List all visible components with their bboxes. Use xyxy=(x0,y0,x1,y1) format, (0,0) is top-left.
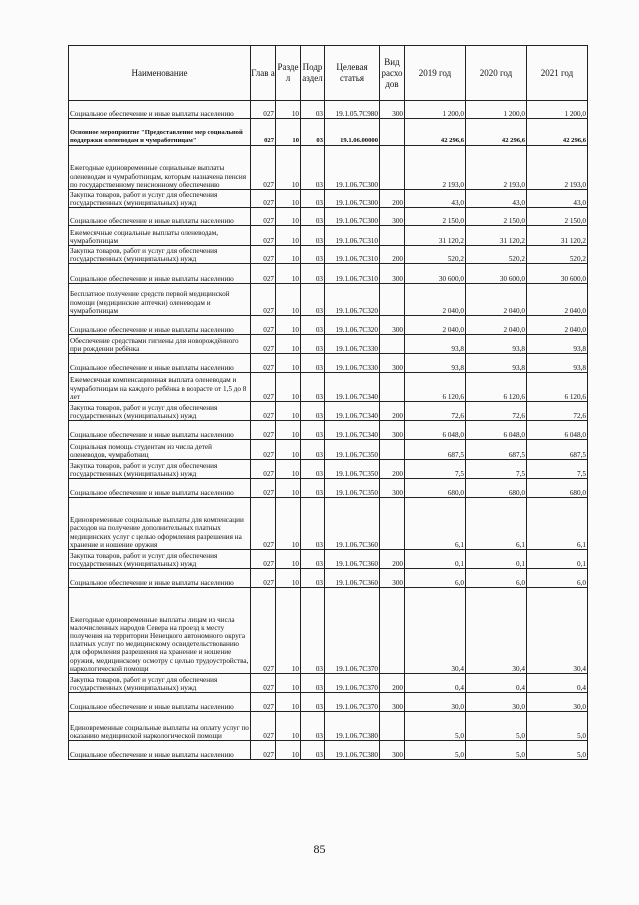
table-row xyxy=(69,226,588,246)
cell-2020: 7,5 xyxy=(466,460,527,479)
header-target: Целевая статья xyxy=(325,46,380,101)
cell-kind xyxy=(380,226,405,246)
cell-name: Социальная помощь студентам из числа детей оленеводов, чумработниц xyxy=(69,440,251,460)
cell-subsection: 03 xyxy=(301,373,325,402)
cell-kind xyxy=(380,119,405,146)
cell-kind: 300 xyxy=(380,354,405,373)
cell-target: 19.1.06.7С300 xyxy=(325,146,380,190)
cell-name: Бесплатное получение средств первой медицинской помощи (медицинские аптечки) оленеводам и чумработницам xyxy=(69,284,251,316)
cell-2019: 0,4 xyxy=(405,674,466,693)
cell-section: 10 xyxy=(276,440,301,460)
header-chapter: Глав а xyxy=(251,46,276,101)
cell-2021: 2 193,0 xyxy=(527,146,588,190)
cell-subsection: 03 xyxy=(301,498,325,550)
cell-target: 19.1.06.7С370 xyxy=(325,674,380,693)
cell-target: 19.1.06.7С320 xyxy=(325,316,380,335)
cell-2020: 2 040,0 xyxy=(466,316,527,335)
table-row xyxy=(69,101,588,119)
cell-2019: 42 296,6 xyxy=(405,119,466,146)
cell-subsection: 03 xyxy=(301,741,325,760)
header-kind: Вид расхо дов xyxy=(380,46,405,101)
cell-section: 10 xyxy=(276,550,301,569)
cell-2020: 93,8 xyxy=(466,354,527,373)
cell-2019: 6,1 xyxy=(405,498,466,550)
table-row xyxy=(69,460,588,479)
cell-2021: 72,6 xyxy=(527,402,588,421)
cell-kind xyxy=(380,335,405,354)
cell-2021: 6,1 xyxy=(527,498,588,550)
cell-target: 19.1.06.7С380 xyxy=(325,712,380,741)
cell-section: 10 xyxy=(276,246,301,264)
cell-chapter: 027 xyxy=(251,588,276,674)
cell-name: Закупка товаров, работ и услуг для обеспечения государственных (муниципальных) нужд xyxy=(69,460,251,479)
cell-section: 10 xyxy=(276,354,301,373)
cell-section: 10 xyxy=(276,119,301,146)
cell-subsection: 03 xyxy=(301,190,325,208)
cell-subsection: 03 xyxy=(301,246,325,264)
cell-chapter: 027 xyxy=(251,119,276,146)
cell-2020: 72,6 xyxy=(466,402,527,421)
table-row xyxy=(69,354,588,373)
cell-kind: 300 xyxy=(380,479,405,498)
cell-subsection: 03 xyxy=(301,208,325,226)
cell-subsection: 03 xyxy=(301,460,325,479)
cell-subsection: 03 xyxy=(301,712,325,741)
header-name: Наименование xyxy=(69,46,251,101)
cell-2021: 93,8 xyxy=(527,335,588,354)
cell-2021: 7,5 xyxy=(527,460,588,479)
cell-2021: 687,5 xyxy=(527,440,588,460)
cell-target: 19.1.06.7С310 xyxy=(325,226,380,246)
cell-kind: 300 xyxy=(380,741,405,760)
cell-section: 10 xyxy=(276,373,301,402)
cell-chapter: 027 xyxy=(251,569,276,588)
cell-name: Закупка товаров, работ и услуг для обеспечения государственных (муниципальных) нужд xyxy=(69,190,251,208)
cell-section: 10 xyxy=(276,479,301,498)
cell-chapter: 027 xyxy=(251,550,276,569)
cell-2021: 1 200,0 xyxy=(527,101,588,119)
cell-target: 19.1.06.7С340 xyxy=(325,402,380,421)
cell-2019: 30,0 xyxy=(405,693,466,712)
cell-2019: 1 200,0 xyxy=(405,101,466,119)
cell-chapter: 027 xyxy=(251,190,276,208)
cell-target: 19.1.06.7С340 xyxy=(325,373,380,402)
cell-2019: 2 040,0 xyxy=(405,316,466,335)
table-row xyxy=(69,440,588,460)
cell-section: 10 xyxy=(276,674,301,693)
cell-kind: 200 xyxy=(380,190,405,208)
cell-name: Ежемесячные социальные выплаты оленеводам, чумработницам xyxy=(69,226,251,246)
cell-2019: 2 040,0 xyxy=(405,284,466,316)
cell-2020: 6 048,0 xyxy=(466,421,527,440)
cell-section: 10 xyxy=(276,741,301,760)
table-row xyxy=(69,284,588,316)
cell-kind xyxy=(380,146,405,190)
cell-name: Обеспечение средствами гигиены для новорождённого при рождении ребёнка xyxy=(69,335,251,354)
cell-2021: 0,4 xyxy=(527,674,588,693)
cell-chapter: 027 xyxy=(251,479,276,498)
table-row xyxy=(69,550,588,569)
cell-kind: 300 xyxy=(380,101,405,119)
cell-target: 19.1.06.7С360 xyxy=(325,569,380,588)
cell-2021: 0,1 xyxy=(527,550,588,569)
cell-name: Социальное обеспечение и иные выплаты населению xyxy=(69,479,251,498)
cell-chapter: 027 xyxy=(251,674,276,693)
cell-2021: 6 048,0 xyxy=(527,421,588,440)
cell-chapter: 027 xyxy=(251,693,276,712)
cell-section: 10 xyxy=(276,460,301,479)
cell-section: 10 xyxy=(276,693,301,712)
cell-2019: 30,4 xyxy=(405,588,466,674)
cell-target: 19.1.06.7С350 xyxy=(325,479,380,498)
cell-2021: 2 040,0 xyxy=(527,284,588,316)
cell-section: 10 xyxy=(276,284,301,316)
cell-chapter: 027 xyxy=(251,712,276,741)
cell-kind: 300 xyxy=(380,421,405,440)
header-section: Разде л xyxy=(276,46,301,101)
cell-name: Закупка товаров, работ и услуг для обеспечения государственных (муниципальных) нужд xyxy=(69,246,251,264)
cell-subsection: 03 xyxy=(301,402,325,421)
cell-name: Социальное обеспечение и иные выплаты населению xyxy=(69,741,251,760)
header-2020: 2020 год xyxy=(466,46,527,101)
cell-chapter: 027 xyxy=(251,208,276,226)
cell-subsection: 03 xyxy=(301,421,325,440)
cell-name: Социальное обеспечение и иные выплаты населению xyxy=(69,316,251,335)
cell-kind xyxy=(380,373,405,402)
cell-2021: 2 040,0 xyxy=(527,316,588,335)
cell-2019: 72,6 xyxy=(405,402,466,421)
cell-2021: 43,0 xyxy=(527,190,588,208)
cell-2021: 93,8 xyxy=(527,354,588,373)
header-2019: 2019 год xyxy=(405,46,466,101)
table-row xyxy=(69,264,588,284)
cell-section: 10 xyxy=(276,569,301,588)
cell-2020: 30,4 xyxy=(466,588,527,674)
cell-subsection: 03 xyxy=(301,226,325,246)
cell-target: 19.1.06.7С310 xyxy=(325,246,380,264)
cell-2019: 93,8 xyxy=(405,335,466,354)
cell-chapter: 027 xyxy=(251,284,276,316)
cell-section: 10 xyxy=(276,101,301,119)
cell-target: 19.1.06.7С370 xyxy=(325,693,380,712)
table-row xyxy=(69,208,588,226)
header-2021: 2021 год xyxy=(527,46,588,101)
cell-subsection: 03 xyxy=(301,550,325,569)
cell-2021: 31 120,2 xyxy=(527,226,588,246)
cell-kind: 300 xyxy=(380,208,405,226)
cell-2019: 2 193,0 xyxy=(405,146,466,190)
cell-kind xyxy=(380,440,405,460)
cell-2020: 0,1 xyxy=(466,550,527,569)
cell-name: Социальное обеспечение и иные выплаты населению xyxy=(69,569,251,588)
cell-chapter: 027 xyxy=(251,354,276,373)
cell-2019: 5,0 xyxy=(405,741,466,760)
cell-2019: 680,0 xyxy=(405,479,466,498)
cell-chapter: 027 xyxy=(251,316,276,335)
cell-section: 10 xyxy=(276,208,301,226)
cell-name: Ежемесячная компенсационная выплата оленеводам и чумработницам на каждого ребёнка в возрасте от 1,5 до 8 лет xyxy=(69,373,251,402)
cell-2019: 43,0 xyxy=(405,190,466,208)
cell-subsection: 03 xyxy=(301,693,325,712)
cell-2021: 520,2 xyxy=(527,246,588,264)
cell-2019: 687,5 xyxy=(405,440,466,460)
cell-subsection: 03 xyxy=(301,440,325,460)
table-row xyxy=(69,190,588,208)
cell-target: 19.1.06.7С310 xyxy=(325,264,380,284)
cell-chapter: 027 xyxy=(251,460,276,479)
table-body xyxy=(69,101,588,760)
cell-2021: 5,0 xyxy=(527,741,588,760)
table-row xyxy=(69,373,588,402)
cell-2020: 30 600,0 xyxy=(466,264,527,284)
cell-2021: 5,0 xyxy=(527,712,588,741)
cell-kind xyxy=(380,588,405,674)
cell-chapter: 027 xyxy=(251,264,276,284)
table-row xyxy=(69,479,588,498)
cell-kind: 200 xyxy=(380,402,405,421)
cell-2021: 2 150,0 xyxy=(527,208,588,226)
table-row xyxy=(69,146,588,190)
cell-2020: 6,1 xyxy=(466,498,527,550)
page-number: 85 xyxy=(313,842,326,856)
cell-chapter: 027 xyxy=(251,146,276,190)
cell-2020: 2 040,0 xyxy=(466,284,527,316)
cell-2020: 687,5 xyxy=(466,440,527,460)
cell-kind: 200 xyxy=(380,460,405,479)
cell-target: 19.1.06.7С340 xyxy=(325,421,380,440)
cell-2020: 6 120,6 xyxy=(466,373,527,402)
cell-kind xyxy=(380,284,405,316)
table-row xyxy=(69,402,588,421)
cell-2021: 6,0 xyxy=(527,569,588,588)
cell-name: Социальное обеспечение и иные выплаты населению xyxy=(69,693,251,712)
cell-target: 19.1.06.7С370 xyxy=(325,588,380,674)
cell-name: Социальное обеспечение и иные выплаты населению xyxy=(69,354,251,373)
header-subsection: Подр аздел xyxy=(301,46,325,101)
cell-chapter: 027 xyxy=(251,741,276,760)
cell-target: 19.1.06.7С360 xyxy=(325,498,380,550)
table-row xyxy=(69,421,588,440)
cell-2021: 30,4 xyxy=(527,588,588,674)
table-row xyxy=(69,335,588,354)
cell-target: 19.1.05.7С980 xyxy=(325,101,380,119)
cell-2020: 5,0 xyxy=(466,712,527,741)
table-row xyxy=(69,712,588,741)
cell-2019: 30 600,0 xyxy=(405,264,466,284)
cell-chapter: 027 xyxy=(251,421,276,440)
cell-target: 19.1.06.7С380 xyxy=(325,741,380,760)
cell-subsection: 03 xyxy=(301,354,325,373)
header-row xyxy=(69,46,588,101)
cell-2019: 6 120,6 xyxy=(405,373,466,402)
cell-2020: 520,2 xyxy=(466,246,527,264)
cell-section: 10 xyxy=(276,712,301,741)
cell-2019: 5,0 xyxy=(405,712,466,741)
cell-2019: 93,8 xyxy=(405,354,466,373)
cell-2019: 2 150,0 xyxy=(405,208,466,226)
cell-subsection: 03 xyxy=(301,119,325,146)
cell-name: Основное мероприятие "Предоставление мер социальной поддержки оленеводам и чумработницам" xyxy=(69,119,251,146)
table-row xyxy=(69,674,588,693)
cell-kind: 200 xyxy=(380,246,405,264)
cell-kind: 300 xyxy=(380,693,405,712)
cell-target: 19.1.06.7С300 xyxy=(325,208,380,226)
table-row xyxy=(69,119,588,146)
cell-2021: 30 600,0 xyxy=(527,264,588,284)
cell-name: Закупка товаров, работ и услуг для обеспечения государственных (муниципальных) нужд xyxy=(69,550,251,569)
table-row xyxy=(69,498,588,550)
table-row xyxy=(69,588,588,674)
cell-chapter: 027 xyxy=(251,402,276,421)
cell-subsection: 03 xyxy=(301,569,325,588)
cell-section: 10 xyxy=(276,421,301,440)
cell-section: 10 xyxy=(276,264,301,284)
cell-2020: 30,0 xyxy=(466,693,527,712)
cell-subsection: 03 xyxy=(301,316,325,335)
cell-section: 10 xyxy=(276,498,301,550)
cell-2019: 31 120,2 xyxy=(405,226,466,246)
cell-section: 10 xyxy=(276,335,301,354)
cell-2020: 0,4 xyxy=(466,674,527,693)
cell-chapter: 027 xyxy=(251,226,276,246)
cell-subsection: 03 xyxy=(301,101,325,119)
cell-subsection: 03 xyxy=(301,146,325,190)
cell-section: 10 xyxy=(276,588,301,674)
cell-name: Закупка товаров, работ и услуг для обеспечения государственных (муниципальных) нужд xyxy=(69,402,251,421)
table-row xyxy=(69,693,588,712)
cell-subsection: 03 xyxy=(301,479,325,498)
cell-kind: 200 xyxy=(380,550,405,569)
cell-kind: 300 xyxy=(380,316,405,335)
cell-target: 19.1.06.7С350 xyxy=(325,460,380,479)
cell-target: 19.1.06.7С330 xyxy=(325,335,380,354)
cell-name: Социальное обеспечение и иные выплаты населению xyxy=(69,208,251,226)
cell-2020: 2 193,0 xyxy=(466,146,527,190)
cell-2019: 520,2 xyxy=(405,246,466,264)
cell-target: 19.1.06.7С330 xyxy=(325,354,380,373)
cell-name: Социальное обеспечение и иные выплаты населению xyxy=(69,421,251,440)
cell-2020: 1 200,0 xyxy=(466,101,527,119)
cell-kind: 300 xyxy=(380,569,405,588)
cell-2019: 7,5 xyxy=(405,460,466,479)
cell-subsection: 03 xyxy=(301,335,325,354)
cell-2020: 2 150,0 xyxy=(466,208,527,226)
cell-2019: 6,0 xyxy=(405,569,466,588)
cell-section: 10 xyxy=(276,316,301,335)
cell-section: 10 xyxy=(276,190,301,208)
cell-name: Ежегодные единовременные социальные выплаты оленеводам и чумработницам, которым назначена пенсия по государственному пенсионному обеспечению xyxy=(69,146,251,190)
cell-subsection: 03 xyxy=(301,284,325,316)
cell-2021: 680,0 xyxy=(527,479,588,498)
cell-kind: 200 xyxy=(380,674,405,693)
cell-2020: 42 296,6 xyxy=(466,119,527,146)
cell-kind xyxy=(380,712,405,741)
table-row xyxy=(69,741,588,760)
cell-name: Ежегодные единовременные выплаты лицам из числа малочисленных народов Севера на проезд к месту получения на территории Ненецкого автономного округа платных услуг по медицинскому освидетельствованию для оформления разрешения на хранение и ношение оружия, медицинскому осмотру с целью трудоустройства, наркологической помощи xyxy=(69,588,251,674)
cell-2020: 680,0 xyxy=(466,479,527,498)
cell-2019: 0,1 xyxy=(405,550,466,569)
cell-target: 19.1.06.7С360 xyxy=(325,550,380,569)
cell-chapter: 027 xyxy=(251,101,276,119)
cell-2021: 6 120,6 xyxy=(527,373,588,402)
cell-kind xyxy=(380,498,405,550)
cell-name: Единовременные социальные выплаты на оплату услуг по оказанию медицинской наркологической помощи xyxy=(69,712,251,741)
table-row xyxy=(69,246,588,264)
cell-chapter: 027 xyxy=(251,373,276,402)
cell-subsection: 03 xyxy=(301,588,325,674)
cell-name: Единовременные социальные выплаты для компенсации расходов на получение дополнительных платных медицинских услуг с целью оформления разрешения на хранение и ношение оружия xyxy=(69,498,251,550)
cell-chapter: 027 xyxy=(251,440,276,460)
cell-subsection: 03 xyxy=(301,674,325,693)
cell-2020: 93,8 xyxy=(466,335,527,354)
cell-name: Закупка товаров, работ и услуг для обеспечения государственных (муниципальных) нужд xyxy=(69,674,251,693)
cell-2020: 43,0 xyxy=(466,190,527,208)
budget-table xyxy=(68,45,588,760)
cell-2021: 30,0 xyxy=(527,693,588,712)
cell-chapter: 027 xyxy=(251,246,276,264)
cell-name: Социальное обеспечение и иные выплаты населению xyxy=(69,101,251,119)
cell-target: 19.1.06.7С350 xyxy=(325,440,380,460)
cell-2021: 42 296,6 xyxy=(527,119,588,146)
cell-2019: 6 048,0 xyxy=(405,421,466,440)
cell-target: 19.1.06.00000 xyxy=(325,119,380,146)
cell-subsection: 03 xyxy=(301,264,325,284)
cell-2020: 31 120,2 xyxy=(466,226,527,246)
cell-2020: 5,0 xyxy=(466,741,527,760)
cell-chapter: 027 xyxy=(251,498,276,550)
cell-section: 10 xyxy=(276,146,301,190)
cell-target: 19.1.06.7С300 xyxy=(325,190,380,208)
cell-section: 10 xyxy=(276,226,301,246)
table-row xyxy=(69,316,588,335)
cell-section: 10 xyxy=(276,402,301,421)
cell-chapter: 027 xyxy=(251,335,276,354)
cell-2020: 6,0 xyxy=(466,569,527,588)
cell-target: 19.1.06.7С320 xyxy=(325,284,380,316)
table-row xyxy=(69,569,588,588)
cell-name: Социальное обеспечение и иные выплаты населению xyxy=(69,264,251,284)
cell-kind: 300 xyxy=(380,264,405,284)
